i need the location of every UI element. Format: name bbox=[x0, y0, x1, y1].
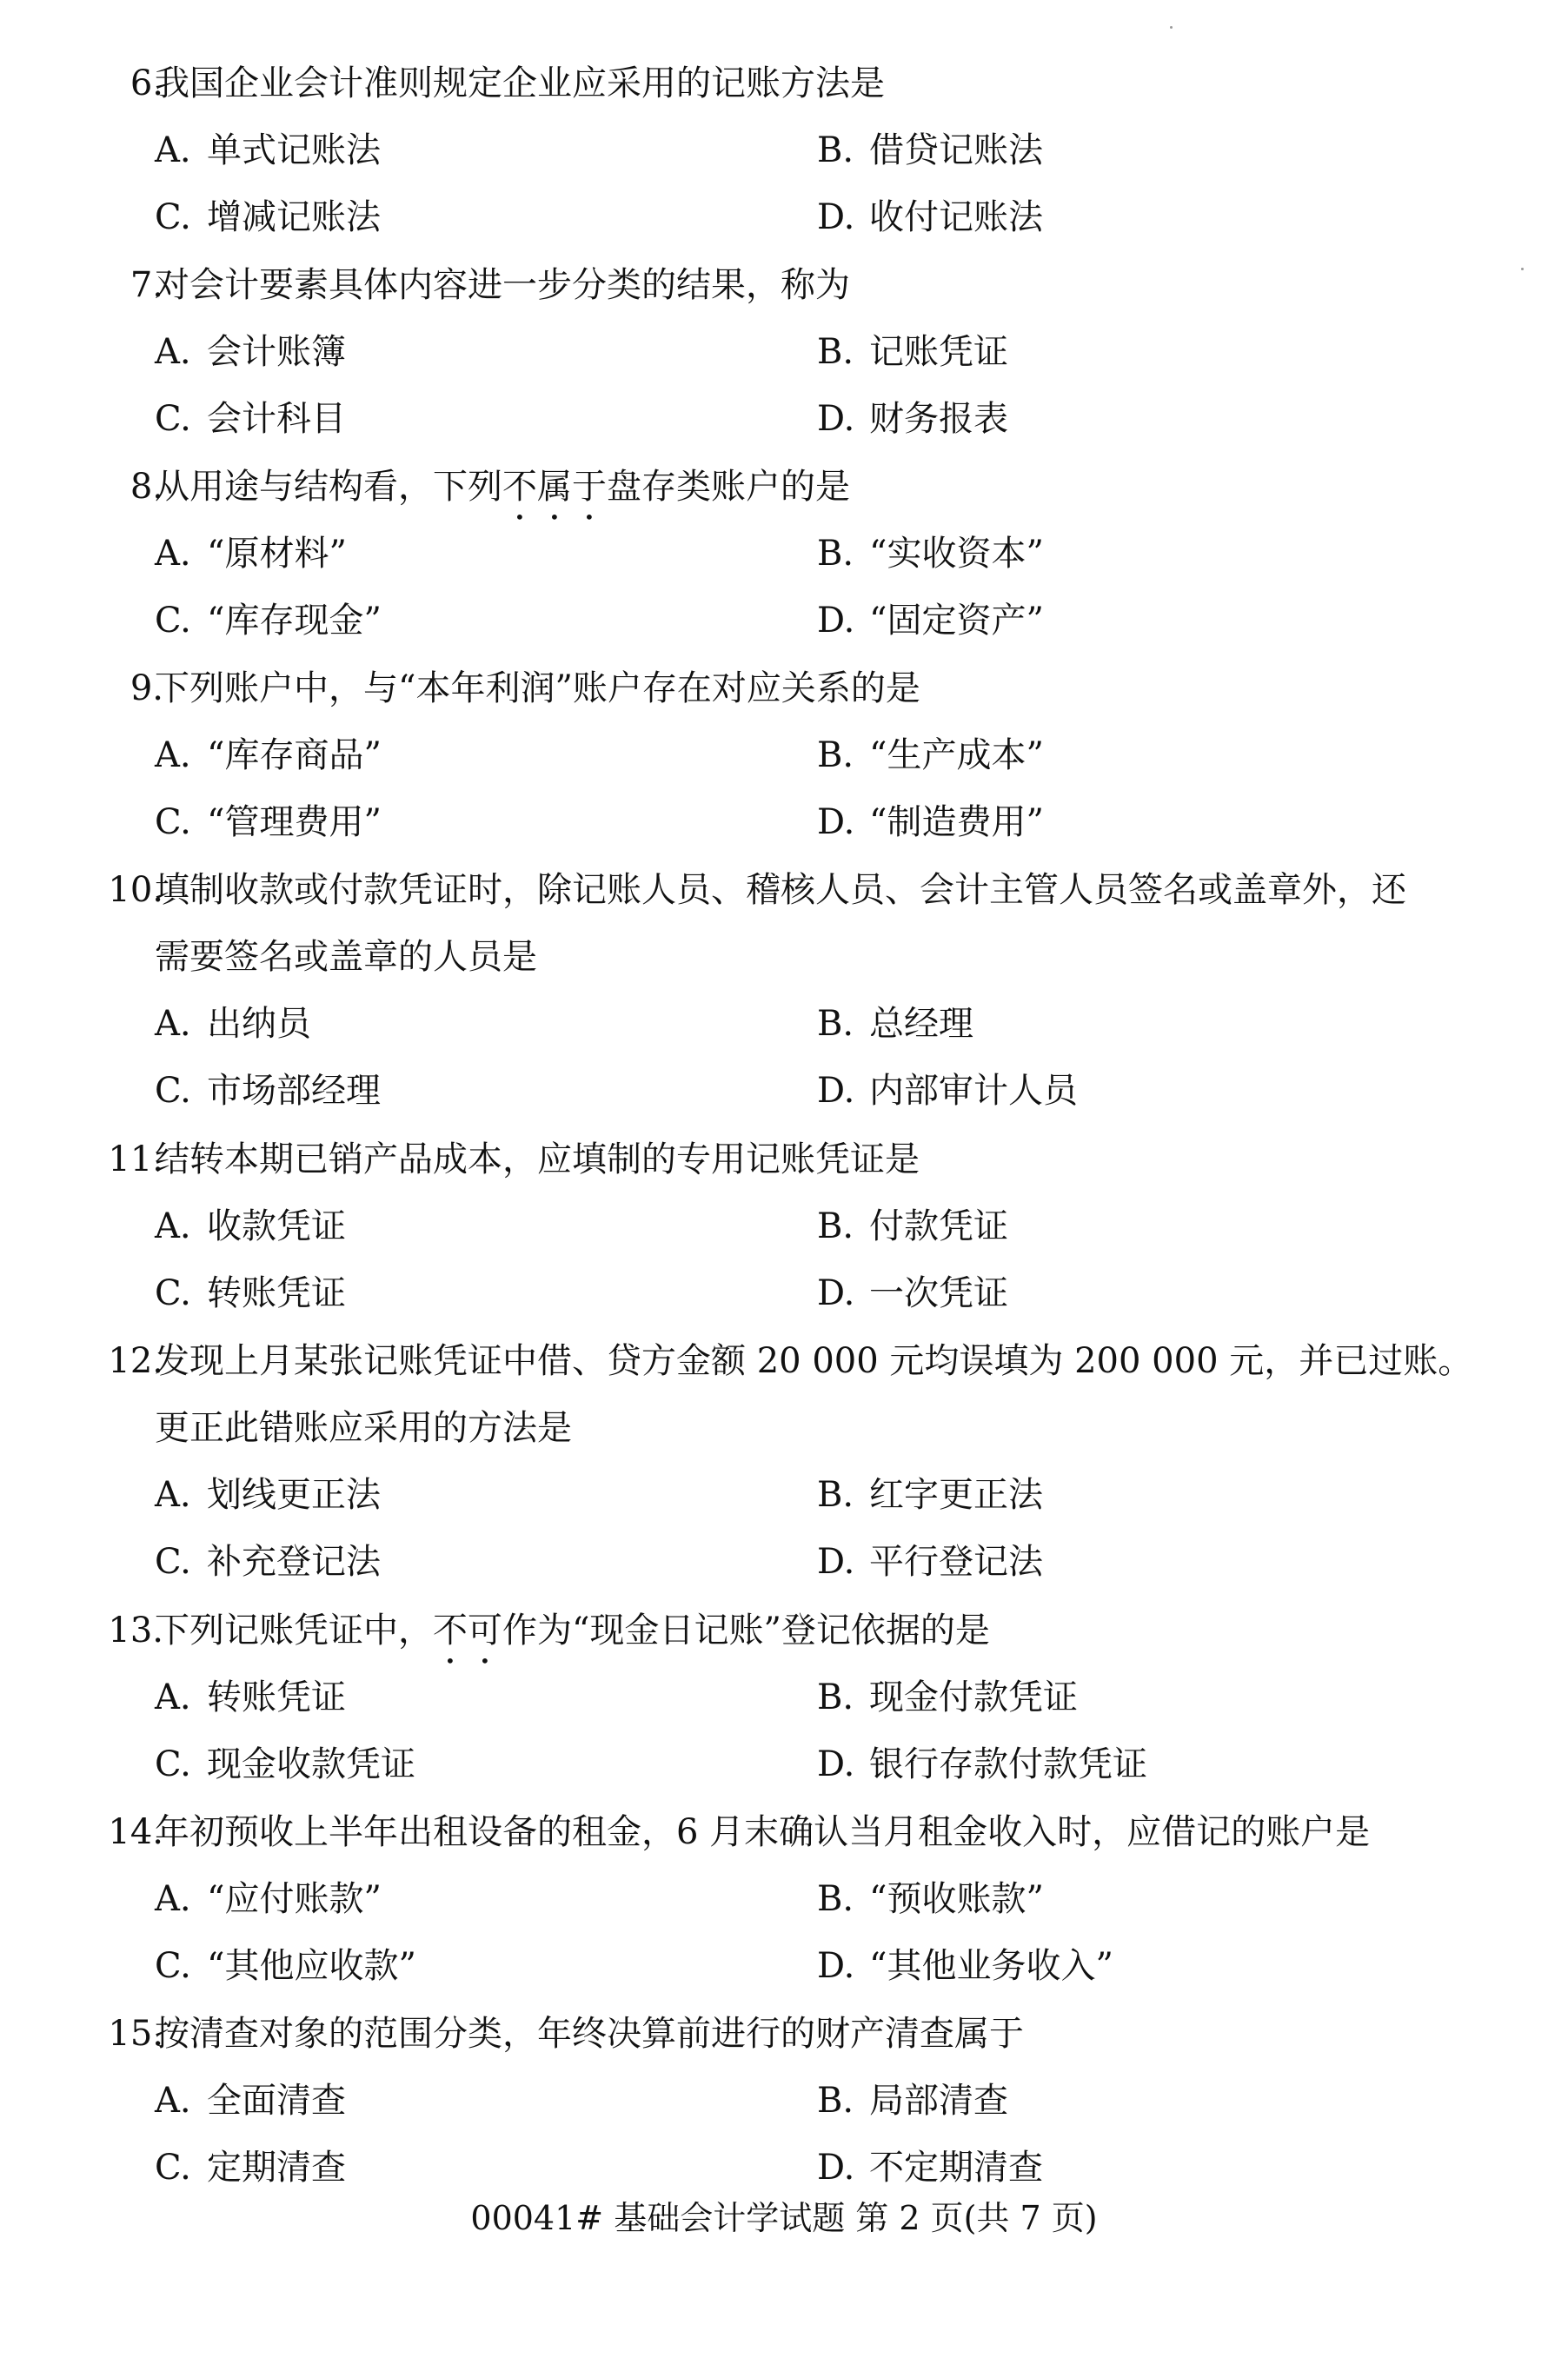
option-a: A. “应付账款” bbox=[155, 1879, 382, 1919]
option-a: A. 转账凭证 bbox=[155, 1677, 346, 1717]
question-number: 6. bbox=[130, 63, 163, 103]
option-d: D. “其他业务收入” bbox=[817, 1946, 1113, 1986]
question-text: 从用途与结构看，下列不属于盘存类账户的是 bbox=[155, 467, 850, 507]
question-6 bbox=[96, 50, 1486, 251]
option-b: B. 总经理 bbox=[817, 1004, 973, 1044]
option-c: C. 增减记账法 bbox=[155, 197, 381, 237]
option-a: A. 单式记账法 bbox=[155, 130, 381, 170]
option-d: D. 不定期清查 bbox=[817, 2148, 1043, 2188]
option-d: D. 平行登记法 bbox=[817, 1542, 1043, 1582]
option-row bbox=[96, 1529, 1486, 1596]
option-row bbox=[96, 1933, 1486, 2000]
question-number: 10. bbox=[108, 870, 163, 910]
option-row bbox=[96, 991, 1486, 1058]
option-row bbox=[96, 184, 1486, 251]
question-12 bbox=[96, 1328, 1486, 1596]
question-stem bbox=[96, 857, 1486, 924]
question-number: 11. bbox=[108, 1139, 163, 1179]
question-text-line2: 需要签名或盖章的人员是 bbox=[155, 937, 537, 977]
option-d: D. 收付记账法 bbox=[817, 197, 1043, 237]
option-c: C. 市场部经理 bbox=[155, 1071, 381, 1111]
option-b: B. 付款凭证 bbox=[817, 1206, 1008, 1246]
option-a: A. “原材料” bbox=[155, 534, 347, 574]
option-b: B. “预收账款” bbox=[817, 1879, 1044, 1919]
question-number: 12. bbox=[108, 1341, 163, 1381]
option-c: C. 定期清查 bbox=[155, 2148, 346, 2188]
question-10 bbox=[96, 857, 1486, 1125]
question-number: 14. bbox=[108, 1812, 163, 1852]
option-row bbox=[96, 1058, 1486, 1125]
option-a: A. 会计账簿 bbox=[155, 332, 346, 372]
option-c: C. “其他应收款” bbox=[155, 1946, 416, 1986]
question-stem bbox=[96, 2001, 1486, 2068]
option-row bbox=[96, 1462, 1486, 1529]
question-stem bbox=[96, 1328, 1486, 1395]
option-c: C. 会计科目 bbox=[155, 399, 346, 439]
option-row bbox=[96, 1664, 1486, 1731]
option-d: D. 一次凭证 bbox=[817, 1273, 1008, 1313]
option-row bbox=[96, 1260, 1486, 1327]
option-row bbox=[96, 117, 1486, 184]
emphasized-text: 不可 bbox=[433, 1611, 502, 1651]
question-stem bbox=[96, 50, 1486, 117]
option-d: D. 银行存款付款凭证 bbox=[817, 1744, 1147, 1784]
question-text: 下列记账凭证中，不可作为“现金日记账”登记依据的是 bbox=[155, 1611, 990, 1651]
option-d: D. “制造费用” bbox=[817, 802, 1044, 842]
question-stem-continued bbox=[96, 924, 1486, 991]
question-number: 7. bbox=[130, 265, 163, 305]
option-a: A. 出纳员 bbox=[155, 1004, 311, 1044]
option-c: C. 转账凭证 bbox=[155, 1273, 346, 1313]
question-number: 13. bbox=[108, 1611, 163, 1651]
question-9 bbox=[96, 655, 1486, 856]
option-b: B. “生产成本” bbox=[817, 735, 1044, 775]
option-a: A. 收款凭证 bbox=[155, 1206, 346, 1246]
question-stem bbox=[96, 1598, 1486, 1664]
scan-speck bbox=[1521, 268, 1524, 270]
question-stem bbox=[96, 454, 1486, 521]
question-8 bbox=[96, 454, 1486, 654]
option-row bbox=[96, 386, 1486, 453]
option-row bbox=[96, 1731, 1486, 1798]
question-text: 年初预收上半年出租设备的租金，6 月末确认当月租金收入时，应借记的账户是 bbox=[155, 1812, 1371, 1852]
option-a: A. 划线更正法 bbox=[155, 1475, 381, 1515]
option-c: C. “管理费用” bbox=[155, 802, 382, 842]
option-d: D. “固定资产” bbox=[817, 601, 1044, 641]
question-text: 按清查对象的范围分类，年终决算前进行的财产清查属于 bbox=[155, 2014, 1024, 2054]
option-row bbox=[96, 1193, 1486, 1260]
option-c: C. 补充登记法 bbox=[155, 1542, 381, 1582]
page-footer: 00041# 基础会计学试题 第 2 页(共 7 页) bbox=[470, 2199, 1098, 2237]
option-row bbox=[96, 2068, 1486, 2135]
option-row bbox=[96, 588, 1486, 654]
option-row bbox=[96, 319, 1486, 386]
question-stem bbox=[96, 1126, 1486, 1193]
question-11 bbox=[96, 1126, 1486, 1327]
option-row bbox=[96, 789, 1486, 856]
option-a: A. 全面清查 bbox=[155, 2081, 346, 2121]
question-text: 对会计要素具体内容进一步分类的结果，称为 bbox=[155, 265, 850, 305]
option-b: B. 现金付款凭证 bbox=[817, 1677, 1078, 1717]
option-b: B. 借贷记账法 bbox=[817, 130, 1043, 170]
question-text: 结转本期已销产品成本，应填制的专用记账凭证是 bbox=[155, 1139, 920, 1179]
question-7 bbox=[96, 252, 1486, 453]
question-stem bbox=[96, 252, 1486, 319]
option-row bbox=[96, 521, 1486, 588]
question-number: 9. bbox=[130, 668, 163, 708]
option-c: C. “库存现金” bbox=[155, 601, 382, 641]
option-c: C. 现金收款凭证 bbox=[155, 1744, 415, 1784]
option-b: B. 红字更正法 bbox=[817, 1475, 1043, 1515]
emphasized-text: 不属于 bbox=[502, 467, 607, 507]
question-text: 我国企业会计准则规定企业应采用的记账方法是 bbox=[155, 63, 885, 103]
option-d: D. 内部审计人员 bbox=[817, 1071, 1078, 1111]
question-stem bbox=[96, 655, 1486, 722]
question-text: 发现上月某张记账凭证中借、贷方金额 20 000 元均误填为 200 000 元，并已过账。 bbox=[155, 1341, 1473, 1381]
question-text-line2: 更正此错账应采用的方法是 bbox=[155, 1408, 572, 1448]
option-d: D. 财务报表 bbox=[817, 399, 1008, 439]
question-text: 下列账户中，与“本年利润”账户存在对应关系的是 bbox=[155, 668, 920, 708]
option-b: B. “实收资本” bbox=[817, 534, 1044, 574]
option-row bbox=[96, 1866, 1486, 1933]
question-text: 填制收款或付款凭证时，除记账人员、稽核人员、会计主管人员签名或盖章外，还 bbox=[155, 870, 1406, 910]
question-number: 8. bbox=[130, 467, 163, 507]
question-13 bbox=[96, 1598, 1486, 1798]
option-a: A. “库存商品” bbox=[155, 735, 382, 775]
option-row bbox=[96, 722, 1486, 789]
option-b: B. 记账凭证 bbox=[817, 332, 1008, 372]
question-number: 15. bbox=[108, 2014, 163, 2054]
option-b: B. 局部清查 bbox=[817, 2081, 1008, 2121]
question-14 bbox=[96, 1799, 1486, 2000]
question-stem bbox=[96, 1799, 1486, 1866]
question-stem-continued bbox=[96, 1395, 1486, 1462]
question-15 bbox=[96, 2001, 1486, 2202]
scan-speck bbox=[1170, 26, 1173, 29]
